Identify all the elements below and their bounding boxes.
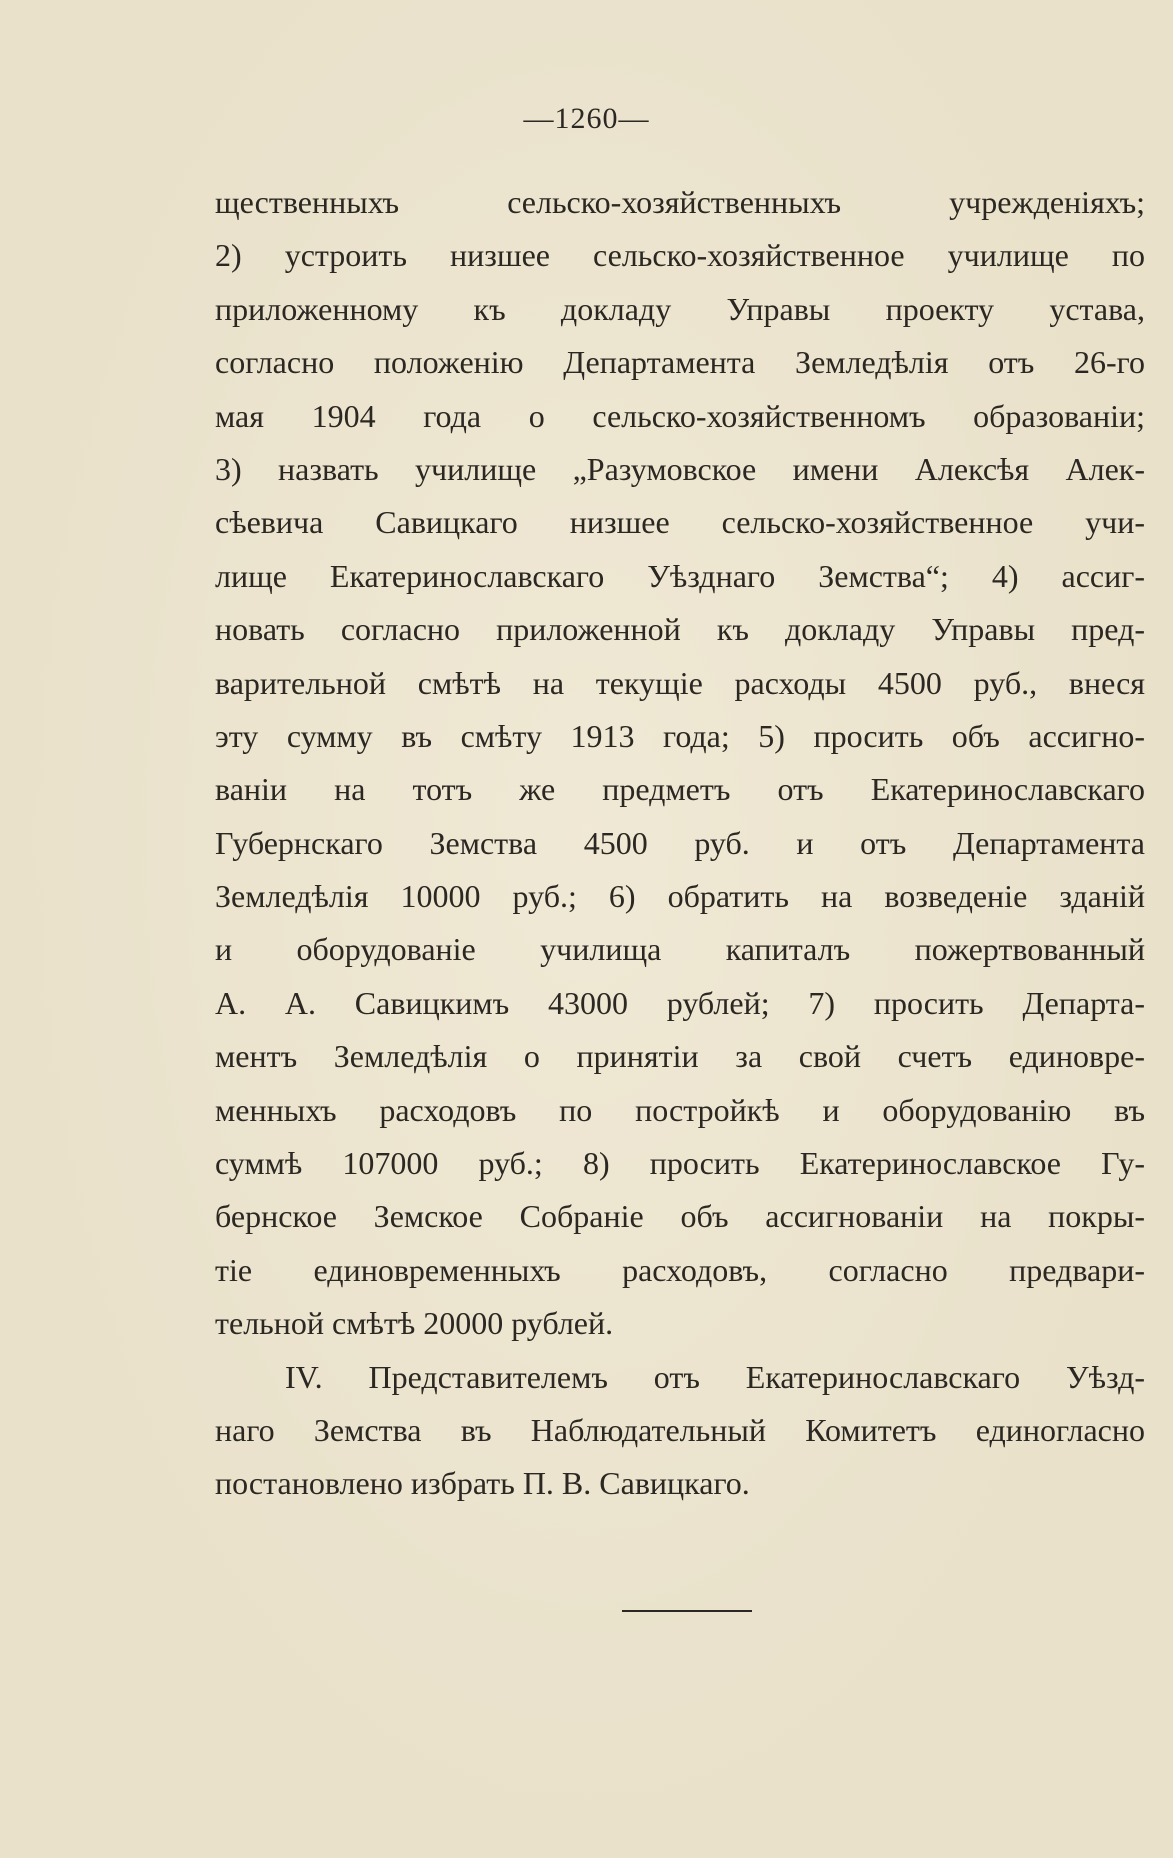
text-line: IV. Представителемъ отъ Екатеринославскаго Уѣзд- xyxy=(285,1358,1145,1395)
text-line: эту сумму въ смѣту 1913 года; 5) просить объ ассигно- xyxy=(215,717,1145,754)
text-line: приложенному къ докладу Управы проекту устава, xyxy=(215,290,1145,327)
text-line: мая 1904 года о сельско-хозяйственномъ образованiи; xyxy=(215,397,1145,434)
text-line: варительной смѣтѣ на текущiе расходы 4500 руб., внеся xyxy=(215,664,1145,701)
text-line: суммѣ 107000 руб.; 8) просить Екатеринославское Гу- xyxy=(215,1145,1145,1182)
text-line: новать согласно приложенной къ докладу Управы пред- xyxy=(215,611,1145,648)
text-line: согласно положенiю Департамента Земледѣлiя отъ 26-го xyxy=(215,344,1145,381)
text-line: постановлено избрать П. В. Савицкаго. xyxy=(215,1465,750,1502)
text-line: лище Екатеринославскаго Уѣзднаго Земства“; 4) ассиг- xyxy=(215,557,1145,594)
text-line: щественныхъ сельско-хозяйственныхъ учрежденiяхъ; xyxy=(215,184,1145,220)
text-line: ванiи на тотъ же предметъ отъ Екатеринославскаго xyxy=(215,771,1145,808)
text-line: ментъ Земледѣлiя о принятiи за свой счетъ единовре- xyxy=(215,1038,1145,1075)
text-line: бернское Земское Собранiе объ ассигнованiи на покры- xyxy=(215,1198,1145,1235)
text-line: тiе единовременныхъ расходовъ, согласно предвари- xyxy=(215,1251,1145,1288)
text-line: наго Земства въ Наблюдательный Комитетъ единогласно xyxy=(215,1411,1145,1448)
text-line: тельной смѣтѣ 20000 рублей. xyxy=(215,1305,614,1342)
text-line: Губернскаго Земства 4500 руб. и отъ Департамента xyxy=(215,824,1145,861)
page-number: —1260— xyxy=(523,102,650,135)
text-line: Земледѣлiя 10000 руб.; 6) обратить на возведенiе зданiй xyxy=(215,878,1145,915)
text-line: 2) устроить низшее сельско-хозяйственное училище по xyxy=(215,237,1145,274)
text-line: и оборудованiе училища капиталъ пожертвованный xyxy=(215,931,1145,968)
text-line: 3) назвать училище „Разумовское имени Алексѣя Алек- xyxy=(215,450,1145,487)
text-line: сѣевича Савицкаго низшее сельско-хозяйственное учи- xyxy=(215,504,1145,541)
body-text xyxy=(215,176,1145,1511)
text-line: А. А. Савицкимъ 43000 рублей; 7) просить Департа- xyxy=(215,984,1145,1021)
section-separator-rule xyxy=(622,1610,752,1612)
text-line: менныхъ расходовъ по постройкѣ и оборудованiю въ xyxy=(215,1091,1145,1128)
